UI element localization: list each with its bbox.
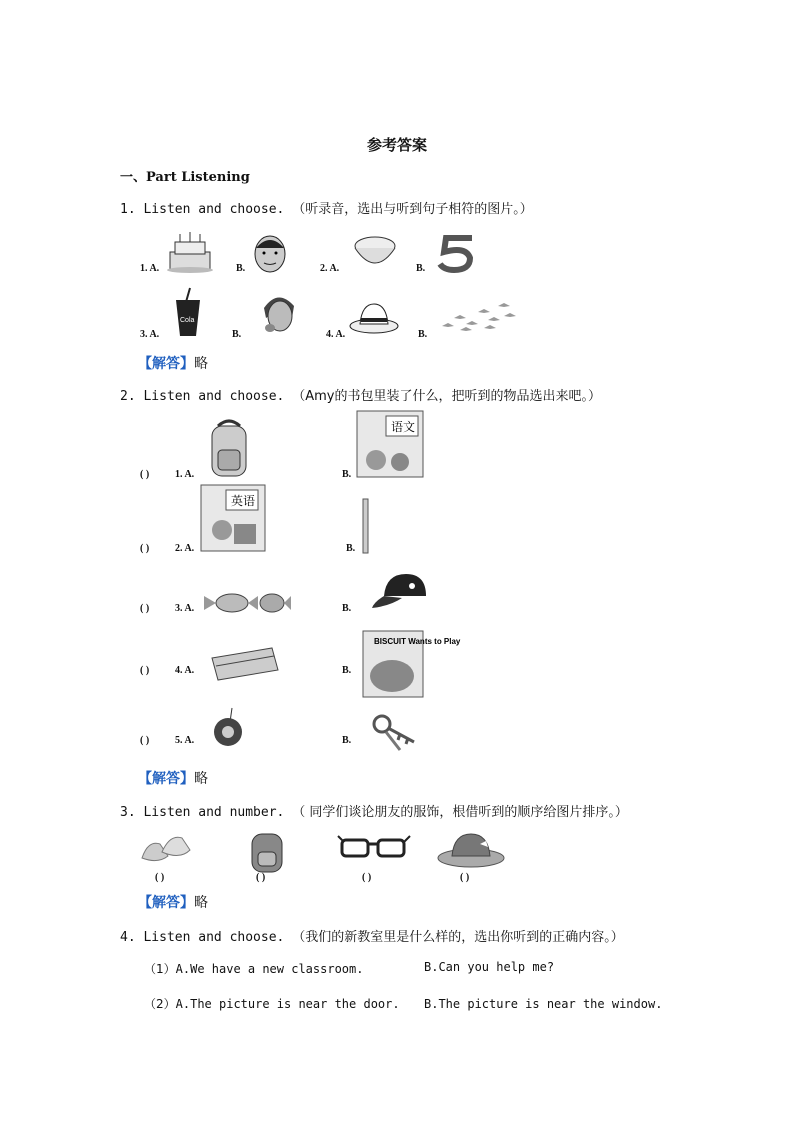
q4-item-1-option-a[interactable]: A.We have a new classroom. bbox=[175, 962, 364, 976]
q2-answer-blank-1[interactable]: ( ) bbox=[140, 469, 150, 480]
q4-item-1: （1）A.We have a new classroom. bbox=[144, 962, 364, 976]
keys-icon bbox=[370, 712, 422, 752]
question-1-prompt: 1. Listen and choose. （听录音，选出与听到句子相符的图片。） bbox=[120, 202, 533, 217]
q3-answer-blank-3[interactable]: ( ) bbox=[362, 872, 372, 883]
q1-label-4a: 4. A. bbox=[326, 329, 346, 340]
question-3-prompt: 3. Listen and number. （ 同学们谈论朋友的服饰，根借听到的顺序给图片排序。） bbox=[120, 805, 628, 820]
q2-label-2a: 2. A. bbox=[175, 543, 195, 554]
q2-label-3b: B. bbox=[342, 603, 352, 614]
backpack-icon bbox=[246, 828, 288, 876]
q2-answer: 【解答】略 bbox=[138, 771, 208, 787]
q1-label-4b: B. bbox=[418, 329, 428, 340]
cola-cup-icon bbox=[170, 286, 206, 338]
rice-bowl-icon bbox=[350, 234, 400, 272]
q2-label-5a: 5. A. bbox=[175, 735, 195, 746]
birds-flock-icon bbox=[438, 296, 520, 338]
q2-label-1a: 1. A. bbox=[175, 469, 195, 480]
cap-icon bbox=[370, 572, 430, 612]
q4-item-1-option-b[interactable]: B.Can you help me? bbox=[424, 960, 555, 974]
q1-answer: 【解答】略 bbox=[138, 356, 208, 372]
hat-icon bbox=[436, 830, 506, 870]
q3-answer-blank-1[interactable]: ( ) bbox=[155, 872, 165, 883]
number-five-icon bbox=[436, 234, 480, 274]
q1-label-3b: B. bbox=[232, 329, 242, 340]
q2-label-2b: B. bbox=[346, 543, 356, 554]
q1-label-1a: 1. A. bbox=[140, 263, 160, 274]
q2-answer-blank-3[interactable]: ( ) bbox=[140, 603, 150, 614]
q1-label-2b: B. bbox=[416, 263, 426, 274]
cake-icon bbox=[165, 230, 215, 274]
q2-label-4a: 4. A. bbox=[175, 665, 195, 676]
page-title: 参考答案 bbox=[366, 136, 427, 154]
shoes-icon bbox=[138, 832, 194, 868]
q2-answer-blank-2[interactable]: ( ) bbox=[140, 543, 150, 554]
question-2-prompt: 2. Listen and choose. （Amy的书包里装了什么，把听到的物品选出来吧。） bbox=[120, 389, 601, 404]
hat-icon bbox=[348, 300, 400, 336]
chinese-textbook-icon bbox=[356, 410, 424, 478]
q4-item-2-option-b[interactable]: B.The picture is near the window. bbox=[424, 997, 663, 1011]
ruler-icon bbox=[362, 498, 370, 554]
q2-label-4b: B. bbox=[342, 665, 352, 676]
q3-answer-blank-4[interactable]: ( ) bbox=[460, 872, 470, 883]
storybook-icon bbox=[362, 630, 461, 698]
q1-label-2a: 2. A. bbox=[320, 263, 340, 274]
q2-answer-blank-5[interactable]: ( ) bbox=[140, 735, 150, 746]
question-4-prompt: 4. Listen and choose. （我们的新教室里是什么样的，选出你听到的正确内容。） bbox=[120, 930, 624, 945]
q2-answer-blank-4[interactable]: ( ) bbox=[140, 665, 150, 676]
english-textbook-icon bbox=[200, 484, 266, 552]
q4-item-2-option-a[interactable]: A.The picture is near the door. bbox=[175, 997, 400, 1011]
book2-title: 英语 bbox=[231, 494, 256, 508]
q1-label-3a: 3. A. bbox=[140, 329, 160, 340]
q2-label-5b: B. bbox=[342, 735, 352, 746]
q4-item-2: （2）A.The picture is near the door. bbox=[144, 997, 400, 1011]
section-heading: 一、Part Listening bbox=[120, 170, 250, 185]
q2-label-3a: 3. A. bbox=[175, 603, 195, 614]
q2-label-1b: B. bbox=[342, 469, 352, 480]
face-icon bbox=[250, 232, 290, 274]
book3-title: BISCUIT Wants to Play bbox=[374, 637, 461, 646]
candy-icon bbox=[202, 590, 292, 616]
woman-face-icon bbox=[256, 288, 300, 336]
book1-title: 语文 bbox=[391, 420, 416, 434]
q3-answer-blank-2[interactable]: ( ) bbox=[256, 872, 266, 883]
glasses-icon bbox=[336, 832, 412, 862]
backpack-icon bbox=[204, 416, 254, 480]
q3-answer: 【解答】略 bbox=[138, 895, 208, 911]
svg-text:Cola: Cola bbox=[180, 317, 195, 324]
yoyo-icon bbox=[210, 708, 246, 748]
pencil-case-icon bbox=[208, 644, 280, 684]
q1-label-1b: B. bbox=[236, 263, 246, 274]
